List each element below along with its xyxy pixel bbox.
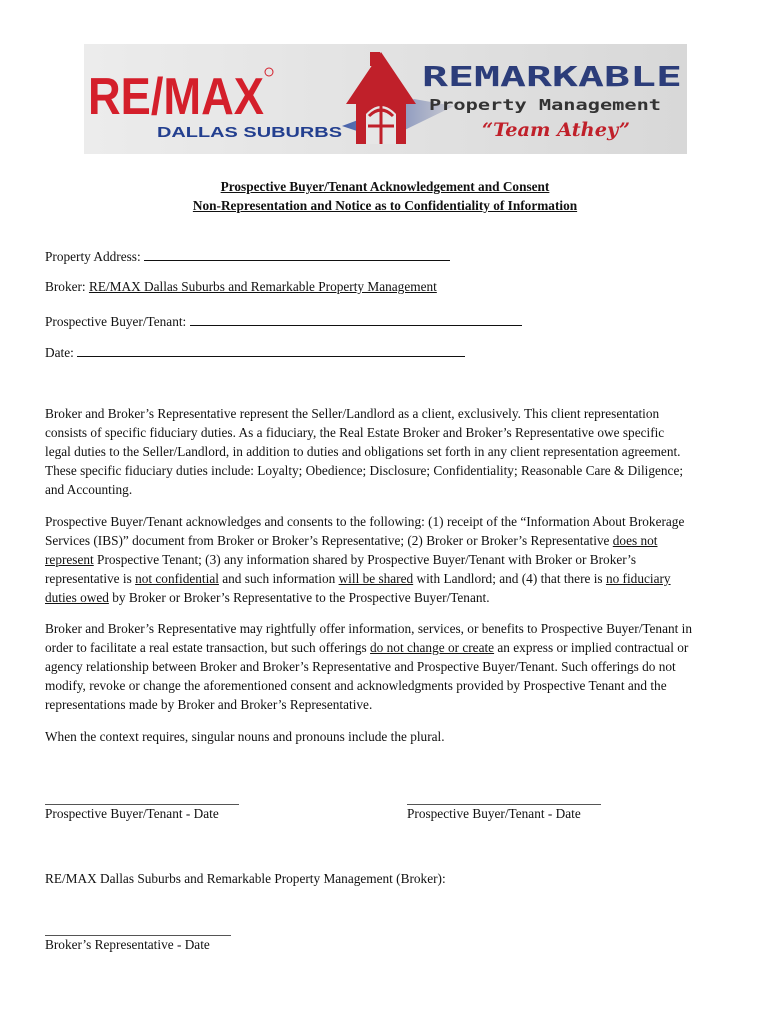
- buyer-signature-label-1: Prospective Buyer/Tenant - Date: [45, 806, 219, 821]
- remax-wordmark: RE/MAX: [88, 68, 265, 126]
- paragraph-line: Broker and Broker’s Representative may rightfully offer information, services, or benefits to Prospective Buyer/Tenant in: [45, 621, 692, 636]
- broker-heading: RE/MAX Dallas Suburbs and Remarkable Property Management (Broker):: [45, 871, 446, 886]
- text-run: with Landlord; and (4) that there is: [413, 571, 606, 586]
- text-run: Prospective Tenant; (3) any information shared by Prospective Buyer/Tenant with Broker or Broker’s: [93, 552, 637, 567]
- paragraph-plural: [45, 727, 725, 746]
- paragraph-offerings: [45, 619, 725, 714]
- broker-rep-signature-line[interactable]: [45, 935, 231, 936]
- title-line-1: Prospective Buyer/Tenant Acknowledgement and Consent: [220, 179, 550, 194]
- remax-subtitle: DALLAS SUBURBS: [157, 124, 342, 141]
- paragraph-line: [45, 588, 725, 607]
- paragraph-line: These specific fiduciary duties include: Loyalty; Obedience; Disclosure; Confidentiality; Reasonable Care & Diligence;: [45, 463, 684, 478]
- text-run: an express or implied contractual or: [494, 640, 689, 655]
- paragraph-line: [45, 531, 725, 550]
- paragraph-line: [45, 569, 725, 588]
- buyer-row: [45, 312, 522, 330]
- paragraph-line: modify, revoke or change the aforementioned consent and acknowledgments provided by Prospective Tenant and the: [45, 678, 667, 693]
- broker-row: [45, 279, 437, 295]
- underlined-text: will be shared: [338, 571, 414, 586]
- text-run: and such information: [218, 571, 339, 586]
- text-run: order to facilitate a real estate transaction, but such offerings: [45, 640, 371, 655]
- date-row: [45, 343, 465, 361]
- underlined-text: do not change or create: [370, 640, 495, 655]
- date-label: Date:: [45, 345, 74, 360]
- title-line-2: Non-Representation and Notice as to Confidentiality of Information: [192, 198, 578, 213]
- property-address-row: [45, 247, 450, 265]
- team-athey-text: “Team Athey”: [482, 119, 630, 141]
- paragraph-line: agency relationship between Broker and Broker’s Representative and Prospective Buyer/Tenant. Such offerings do not: [45, 659, 676, 674]
- property-management-text: Property Management: [429, 96, 661, 114]
- underlined-text: duties owed: [45, 590, 109, 605]
- broker-rep-signature-label: Broker’s Representative - Date: [45, 937, 210, 952]
- paragraph-line: [45, 550, 725, 569]
- date-input[interactable]: [77, 343, 465, 357]
- buyer-signature-line-2[interactable]: [407, 804, 601, 805]
- paragraph-line: legal duties to the Seller/Landlord, in addition to duties and obligations set forth in any client representation agreement.: [45, 444, 681, 459]
- broker-value: RE/MAX Dallas Suburbs and Remarkable Property Management: [88, 279, 437, 294]
- buyer-input[interactable]: [190, 312, 522, 326]
- buyer-signature-line-1[interactable]: [45, 804, 239, 805]
- broker-label: Broker:: [45, 279, 86, 294]
- paragraph-line: Broker and Broker’s Representative represent the Seller/Landlord as a client, exclusively. This client representation: [45, 406, 660, 421]
- buyer-signature-label-2: Prospective Buyer/Tenant - Date: [407, 806, 581, 821]
- company-logo-banner: [84, 44, 687, 154]
- paragraph-acknowledgements: [45, 512, 725, 607]
- underlined-text: does not: [612, 533, 658, 548]
- paragraph-line: representations made by Broker and Broker’s Representative.: [45, 697, 373, 712]
- underlined-text: no fiduciary: [605, 571, 671, 586]
- paragraph-line: [45, 638, 725, 657]
- paragraph-line: and Accounting.: [45, 482, 133, 497]
- text-run: by Broker or Broker’s Representative to the Prospective Buyer/Tenant.: [108, 590, 490, 605]
- paragraph-line: consists of specific fiduciary duties. As a fiduciary, the Real Estate Broker and Broker’s Representative owe specific: [45, 425, 665, 440]
- text-run: representative is: [45, 571, 136, 586]
- paragraph-fiduciary-duties: [45, 404, 725, 499]
- text-run: Services (IBS)” document from Broker or Broker’s Representative; (2) Broker or Broker’s Representative: [45, 533, 613, 548]
- paragraph-line: When the context requires, singular nouns and pronouns include the plural.: [45, 729, 445, 744]
- paragraph-line: Prospective Buyer/Tenant acknowledges and consents to the following: (1) receipt of the “Information About Brokerage: [45, 514, 685, 529]
- underlined-text: not confidential: [135, 571, 219, 586]
- buyer-label: Prospective Buyer/Tenant:: [45, 314, 187, 329]
- document-title: [0, 177, 770, 215]
- property-address-input[interactable]: [144, 247, 450, 261]
- underlined-text: represent: [45, 552, 94, 567]
- property-address-label: Property Address:: [45, 249, 141, 264]
- remarkable-wordmark: REMARKABLE: [422, 60, 682, 93]
